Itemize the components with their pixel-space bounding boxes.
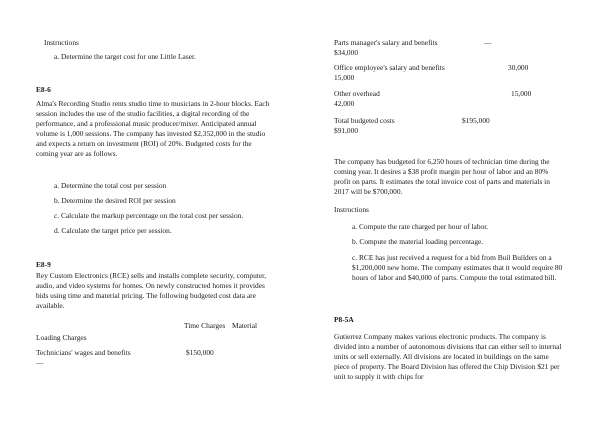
row-second-other-overhead: 42,000: [334, 99, 355, 108]
exercise-heading-e8-9: E8-9: [36, 260, 51, 269]
row-second-office-employee: 15,000: [334, 73, 355, 82]
e8-6-item-d: d. Calculate the target price per session.: [54, 226, 172, 235]
exercise-paragraph-e8-6: Alma's Recording Studio rents studio time to musicians in 2-hour blocks. Each session includes the use of the studio facilities, a digital recording of the performance, and a professional music producer/mixer. Anticipated annual volume is 1,000 sessions. The company has invested $2,352,000 in the studio and expects a return on investment (ROI) of 20%. Budgeted costs for the coming year are as follows.: [36, 99, 270, 158]
row-value-parts-manager: —: [484, 38, 492, 47]
instruction-item-a: a. Compute the rate charged per hour of labor.: [352, 222, 489, 231]
row-value-total-budgeted: $195,000: [462, 116, 490, 125]
instructions-label-right: Instructions: [334, 205, 369, 214]
instruction-item-b: b. Compute the material loading percentage.: [352, 237, 484, 246]
row-dash-technicians: —: [36, 358, 44, 367]
problem-heading-p8-5a: P8-5A: [334, 315, 354, 324]
instructions-label: Instructions: [44, 38, 79, 47]
row-label-other-overhead: Other overhead: [334, 89, 380, 98]
row-value-technicians: $150,000: [186, 348, 214, 357]
exercise-heading-e8-6: E8-6: [36, 85, 51, 94]
row-label-office-employee: Office employee's salary and benefits: [334, 63, 445, 72]
row-value-other-overhead: 15,000: [511, 89, 532, 98]
row-second-parts-manager: $34,000: [334, 48, 359, 57]
row-second-total-budgeted: $91,000: [334, 126, 359, 135]
budget-paragraph: The company has budgeted for 6,250 hours of technician time during the coming year. It desires a $38 profit margin per hour of labor and an 80% profit on parts. It estimates the total invoice cost of parts and materials in 2017 will be $700,000.: [334, 157, 550, 196]
instruction-item-c: c. RCE has just received a request for a bid from Buil Builders on a $1,200,000 new home. The company estimates that it would require 80 hours of labor and $40,000 of parts. Compute the total estimated bill.: [352, 253, 563, 282]
row-label-total-budgeted: Total budgeted costs: [334, 116, 395, 125]
problem-paragraph-p8-5a: Gutierrez Company makes various electronic products. The company is divided into a number of autonomous divisions that can either sell to internal units or sell externally. All divisions are located in buildings on the same piece of property. The Board Division has offered the Chip Division $21 per unit to supply it with chips for: [334, 332, 562, 381]
row-label-technicians: Technicians' wages and benefits: [36, 348, 131, 357]
column-header-time-charges: Time Charges: [184, 321, 226, 330]
column-header-material: Material: [232, 321, 258, 330]
e8-6-item-b: b. Determine the desired ROI per session: [54, 196, 176, 205]
row-label-parts-manager: Parts manager's salary and benefits: [334, 38, 438, 47]
exercise-paragraph-e8-9: Rey Custom Electronics (RCE) sells and installs complete security, computer, audio, and video systems for homes. On newly constructed homes it provides bids using time and material pricing. The following budgeted cost data are available.: [36, 271, 267, 310]
e8-6-item-a: a. Determine the total cost per session: [54, 181, 167, 190]
row-value-office-employee: 30,000: [508, 63, 529, 72]
e8-6-item-c: c. Calculate the markup percentage on the total cost per session.: [54, 211, 244, 220]
instruction-a: a. Determine the target cost for one Little Laser.: [54, 52, 196, 61]
loading-charges-label: Loading Charges: [36, 333, 87, 342]
